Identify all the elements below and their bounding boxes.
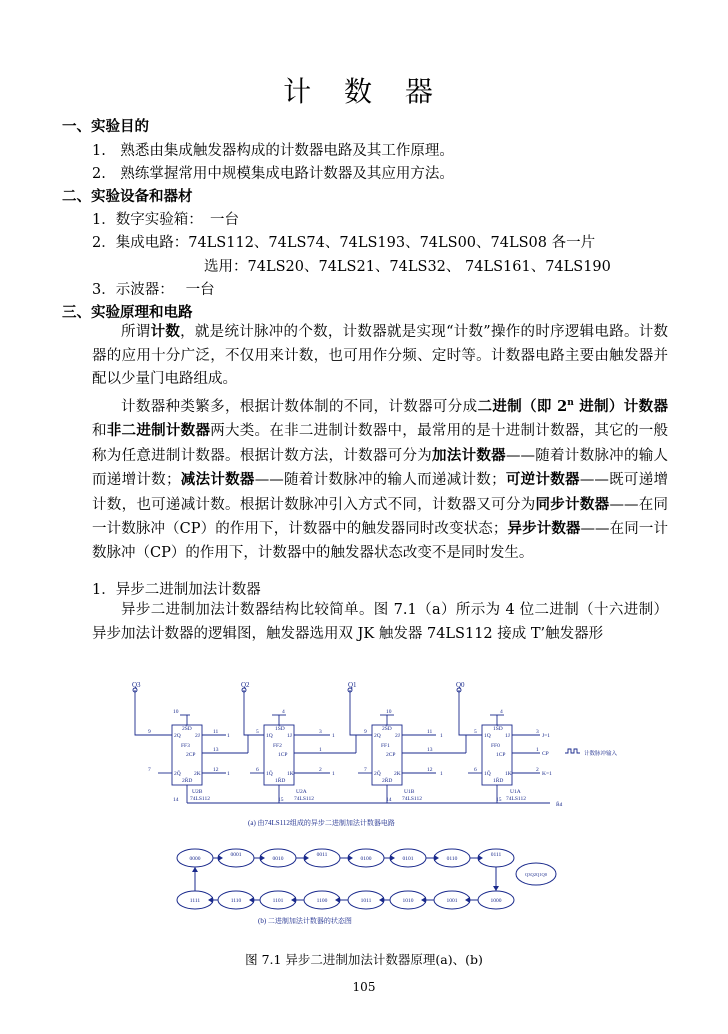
- output-labels: [132, 681, 465, 689]
- state-bottom-3: 1100: [316, 898, 328, 904]
- state-legend: Q3Q2Q1Q0: [525, 872, 547, 877]
- equipment-item-1: 1．数字实验箱： 一台: [92, 212, 239, 228]
- ff1-lbl-k: 2K: [394, 771, 401, 777]
- ff1-lbl-cp: 2CP: [386, 752, 396, 758]
- paragraph-counting: 所谓计数，就是统计脉冲的个数，计数器就是实现“计数”操作的时序逻辑电路。计数器的应用十分广泛，不仅用来计数，也可用作分频、定时等。计数器电路主要由触发器并配以少量门电路组成。: [92, 323, 669, 387]
- rd-input-label: R̄d: [556, 802, 563, 808]
- ff3-lbl-qn: 2Q̄: [174, 771, 181, 777]
- ff2-one-j: 1: [332, 733, 335, 739]
- state-bottom-7: 1000: [490, 898, 502, 904]
- equipment-item-2: 2．集成电路：74LS112、74LS74、74LS193、74LS00、74LS08 各一片: [92, 235, 596, 251]
- ff3-pin-k: 12: [213, 767, 219, 773]
- j-input-label: J=1: [542, 733, 550, 739]
- state-top-1: 0001: [230, 852, 242, 858]
- ff0-lbl-rd: 1R̄D: [493, 778, 504, 784]
- objective-item-1: 1. 熟悉由集成触发器构成的计数器电路及其工作原理。: [92, 143, 454, 159]
- state-top-6: 0110: [446, 856, 458, 862]
- section-heading-1: 一、实验目的: [62, 118, 149, 135]
- ff0-pin-q: 5: [474, 729, 477, 735]
- ff1-lbl-rd: 2R̄D: [382, 778, 393, 784]
- ff1-pin-j: 11: [427, 729, 433, 735]
- output-label-q0: Q0: [456, 681, 465, 689]
- ff1-name: FF1: [381, 743, 390, 749]
- ff1-pin-q: 9: [364, 729, 367, 735]
- ff2-name: FF2: [273, 743, 282, 749]
- ff2-lbl-sd: 1S̄D: [275, 726, 285, 732]
- state-top-3: 0011: [316, 852, 328, 858]
- ff2-pin-bottom: 15: [278, 797, 284, 803]
- ff2-unit: U2A: [296, 789, 307, 795]
- caption-a: (a) 由74LS112组成的异步二进制加法计数器电路: [248, 819, 395, 827]
- output-label-q3: Q3: [132, 681, 141, 689]
- ff2-pin-q: 5: [256, 729, 259, 735]
- ff0-pin-j: 3: [536, 729, 539, 735]
- ff0-lbl-q: 1Q: [484, 733, 491, 739]
- ff0-lbl-k: 1K: [505, 771, 512, 777]
- ff3-lbl-k: 2K: [194, 771, 201, 777]
- state-bottom-4: 1011: [360, 898, 372, 904]
- ff2-pin-k: 2: [319, 767, 322, 773]
- ff3-lbl-j: 2J: [195, 733, 200, 739]
- ff2-lbl-j: 1J: [287, 733, 292, 739]
- ff1-pin-bottom: 14: [386, 797, 392, 803]
- ff1-lbl-j: 2J: [395, 733, 400, 739]
- equipment-item-2-optional: 选用：74LS20、74LS21、74LS32、 74LS161、74LS190: [204, 259, 611, 275]
- figure-caption: 图 7.1 异步二进制加法计数器原理(a)、(b): [245, 952, 483, 967]
- ff3-name: FF3: [181, 743, 190, 749]
- state-top-2: 0010: [272, 856, 284, 862]
- ff3-pin-q: 9: [148, 729, 151, 735]
- ff0-lbl-cp: 1CP: [496, 752, 506, 758]
- output-label-q1: Q1: [348, 681, 357, 689]
- ff1-lbl-sd: 2S̄D: [382, 726, 392, 732]
- ff3-unit: U2B: [192, 789, 203, 795]
- state-bottom-6: 1001: [446, 898, 458, 904]
- ff3-pin-qn: 7: [148, 767, 151, 773]
- ff2-pin-j: 3: [319, 729, 322, 735]
- page-title: 计 数 器: [283, 75, 445, 108]
- ff2-lbl-rd: 1R̄D: [275, 778, 286, 784]
- ff0-pin-bottom: 15: [496, 797, 502, 803]
- ff2-part: 74LS112: [294, 796, 314, 802]
- ff0-lbl-j: 1J: [505, 733, 510, 739]
- state-top-5: 0101: [402, 856, 414, 862]
- ff2-pin-qn: 6: [256, 767, 259, 773]
- page-number: 105: [352, 980, 376, 994]
- paragraph-counter-types: 计数器种类繁多，根据计数体制的不同，计数器可分成二进制（即 2$^n$ 进制）计数器和非二进制计数器两大类。在非二进制计数器中，最常用的是十进制计数器，其它的一般称为任意进制计数器。根据计数方法，计数器可分为加法计数器——随着计数脉冲的输人而递增计数；减法计数器——随着计数脉冲的输人而递减计数；可逆计数器——既可递增计数，也可递减计数。根据计数脉冲引入方式不同，计数器又可分为同步计数器——在同一计数脉冲（CP）的作用下，计数器中的触发器同时改变状态；异步计数器——在同一计数脉冲（CP）的作用下，计数器中的触发器状态改变不是同时发生。: [92, 397, 669, 561]
- ff3-lbl-rd: 2R̄D: [182, 778, 193, 784]
- ff0-name: FF0: [491, 743, 500, 749]
- ff1-pin-k: 12: [427, 767, 433, 773]
- ff1-pin-qn: 7: [364, 767, 367, 773]
- cp-pulse-input-label: 计数脉冲输入: [584, 751, 618, 757]
- objective-item-2: 2. 熟练掌握常用中规模集成电路计数器及其应用方法。: [92, 166, 454, 182]
- ff3-part: 74LS112: [190, 796, 210, 802]
- ff1-unit: U1B: [404, 789, 415, 795]
- ff2-lbl-q: 1Q: [266, 733, 273, 739]
- ff1-pin-top: 10: [386, 709, 392, 715]
- state-bottom-1: 1110: [230, 898, 242, 904]
- ff3-one-j: 1: [227, 733, 230, 739]
- output-label-q2: Q2: [241, 681, 250, 689]
- ff3-pin-j: 11: [213, 729, 219, 735]
- subheading-async-binary: 1．异步二进制加法计数器: [92, 582, 261, 598]
- ff0-lbl-qn: 1Q̄: [484, 771, 491, 777]
- ff1-one-j: 1: [440, 733, 443, 739]
- ff2-pin-top: 4: [282, 709, 285, 715]
- state-bottom-5: 1010: [402, 898, 414, 904]
- ff1-lbl-q: 2Q: [374, 733, 381, 739]
- ff2-lbl-k: 1K: [287, 771, 294, 777]
- ff0-pin-cp: 1: [536, 747, 539, 753]
- ff1-one-k: 1: [440, 771, 443, 777]
- ff1-lbl-qn: 2Q̄: [374, 771, 381, 777]
- state-top-0: 0000: [189, 856, 201, 862]
- ff2-lbl-qn: 1Q̄: [266, 771, 273, 777]
- ff3-pin-cp: 13: [213, 747, 219, 753]
- state-top-4: 0100: [360, 856, 372, 862]
- ff3-lbl-q: 2Q: [174, 733, 181, 739]
- ff0-lbl-sd: 1S̄D: [493, 726, 503, 732]
- state-bottom-0: 1111: [189, 898, 201, 904]
- section-heading-3: 三、实验原理和电路: [62, 304, 193, 321]
- state-top-7: 0111: [490, 852, 502, 858]
- ff2-one-k: 1: [332, 771, 335, 777]
- ff2-lbl-cp: 1CP: [278, 752, 288, 758]
- ff3-pin-bottom: 14: [173, 797, 179, 803]
- k-input-label: K=1: [542, 771, 552, 777]
- ff0-pin-top: 4: [500, 709, 503, 715]
- ff0-pin-k: 2: [536, 767, 539, 773]
- ff3-pin-top: 10: [173, 709, 179, 715]
- counter-circuit-diagram: [110, 665, 618, 935]
- ff0-pin-qn: 6: [474, 767, 477, 773]
- cp-input-label: CP: [542, 751, 549, 757]
- section-heading-2: 二、实验设备和器材: [62, 188, 193, 205]
- paragraph-async-binary: 异步二进制加法计数器结构比较简单。图 7.1（a）所示为 4 位二进制（十六进制）异步加法计数器的逻辑图，触发器选用双 JK 触发器 74LS112 接成 T’触发器形: [92, 602, 668, 642]
- ff3-one-k: 1: [227, 771, 230, 777]
- state-bottom-2: 1101: [272, 898, 284, 904]
- ff1-part: 74LS112: [402, 796, 422, 802]
- caption-b: (b) 二进制加法计数器的状态图: [258, 917, 352, 925]
- ff2-pin-cp: 1: [319, 747, 322, 753]
- ff3-lbl-cp: 2CP: [186, 752, 196, 758]
- ff3-lbl-sd: 2S̄D: [182, 726, 192, 732]
- ff1-pin-cp: 13: [427, 747, 433, 753]
- ff0-part: 74LS112: [506, 796, 526, 802]
- equipment-item-3: 3．示波器： 一台: [92, 282, 215, 298]
- ff0-unit: U1A: [510, 789, 521, 795]
